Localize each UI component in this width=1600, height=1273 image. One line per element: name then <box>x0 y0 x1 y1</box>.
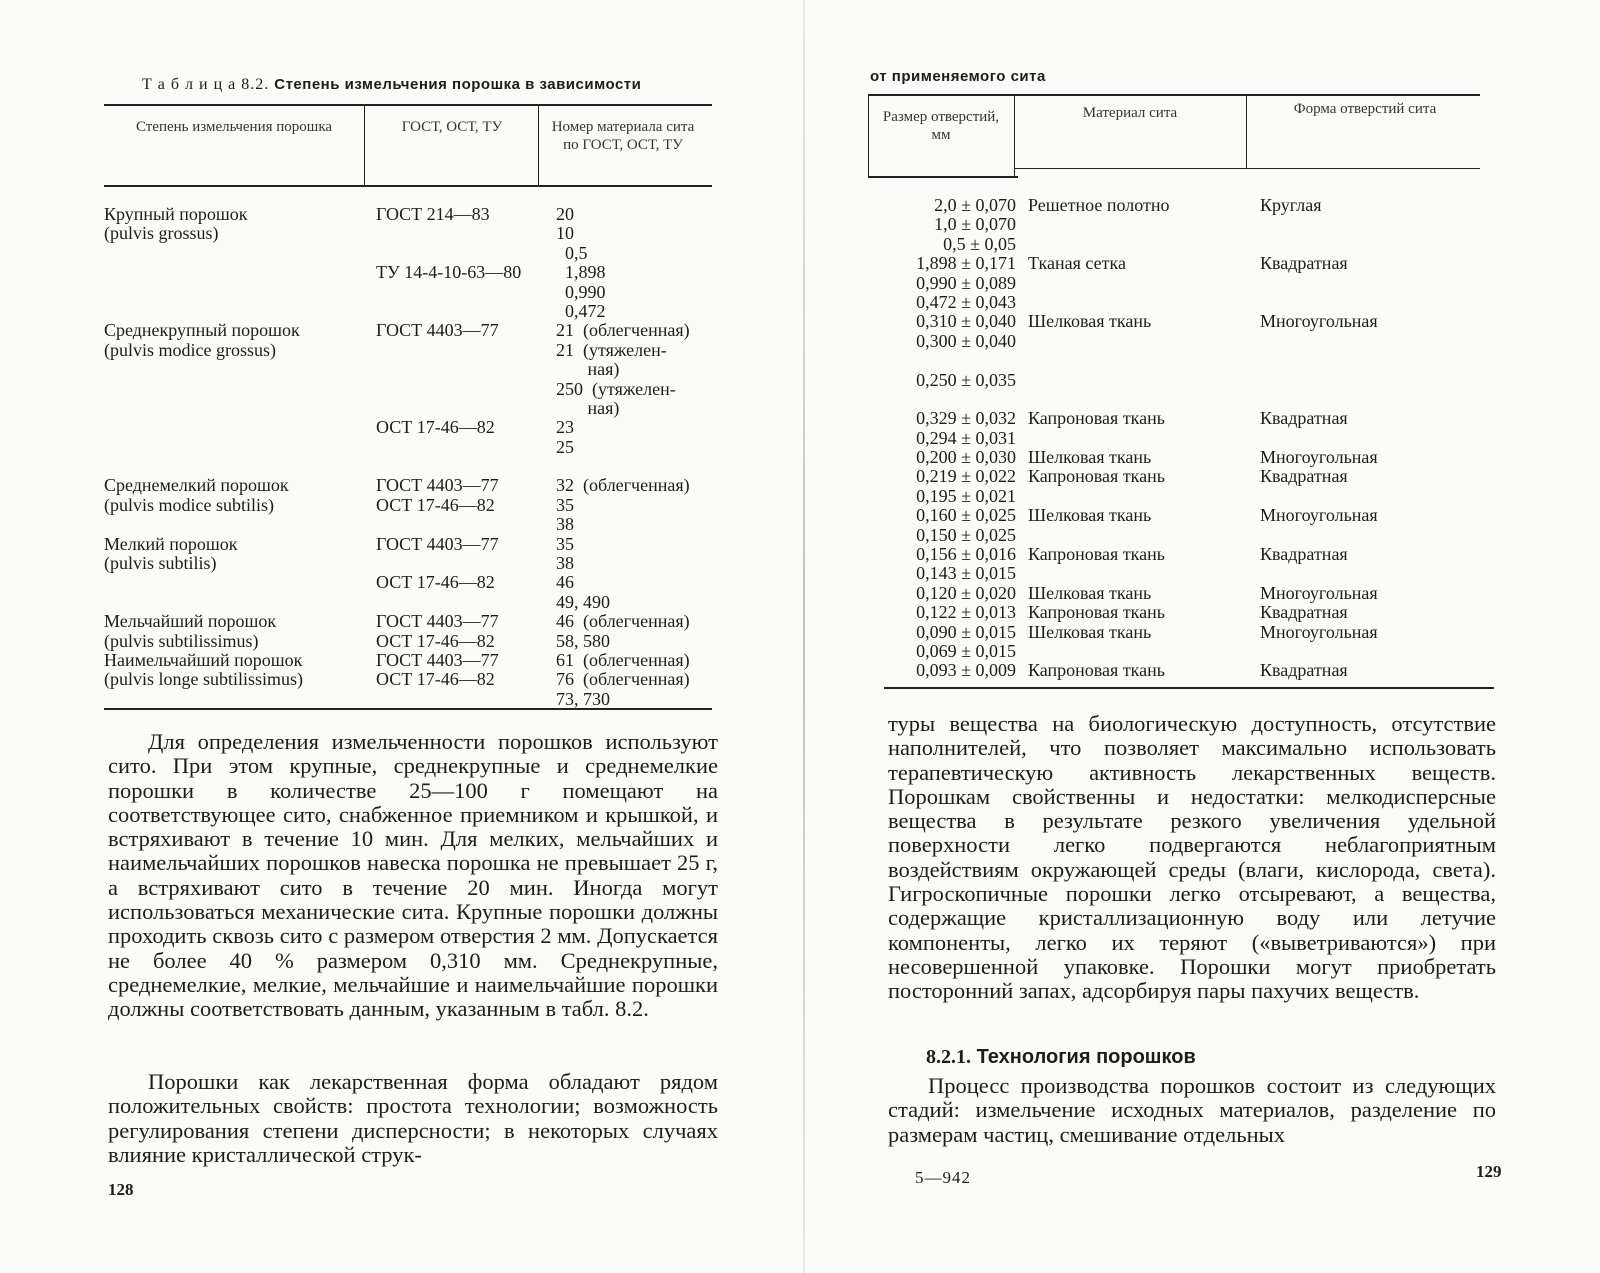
table-cell-sieve-number: 32 (облегченная) <box>556 475 690 496</box>
table-cell-material <box>1028 526 1169 545</box>
table-cell-standard: ГОСТ 4403—77 <box>376 320 499 341</box>
table-cell-degree: (pulvis modice subtilis) <box>104 494 274 515</box>
table-cell-size: 0,069 ± 0,015 <box>916 640 1016 661</box>
body-paragraph <box>888 1074 1496 1147</box>
table-cell-material: Шелковая ткань <box>1028 311 1152 332</box>
table-cell-degree <box>104 244 303 263</box>
table-cell-standard <box>376 244 521 263</box>
table-cell-material: Капроновая ткань <box>1028 602 1165 623</box>
table-cell-shape <box>1260 235 1378 254</box>
table-cell-standard <box>376 438 521 457</box>
table-cell-sieve-number: 35 <box>556 533 574 554</box>
table-cell-size: 0,329 ± 0,032 <box>916 408 1016 429</box>
table-cell-sieve-number: 38 <box>556 553 574 574</box>
page-number: 128 <box>108 1180 134 1199</box>
table-cell-shape <box>1260 332 1378 351</box>
table-cell-sieve-number: 58, 580 <box>556 630 610 651</box>
section-number: 8.2.1. <box>926 1046 971 1068</box>
table-cell-shape <box>1260 487 1378 506</box>
table-cell-shape: Круглая <box>1260 195 1322 215</box>
table-cell-shape: Многоугольная <box>1260 447 1378 468</box>
table-cell-material <box>1028 332 1169 351</box>
table-cell-standard: ОСТ 17-46—82 <box>376 494 495 515</box>
paragraph-text: Для определения измельченности порошков используют сито. При этом крупные, среднекрупные и среднемелкие порошки в количестве 25—100 г помещают на соответствующее сито, снабженное приемником и крышкой, и встряхивают в течение 10 мин. Для мелких, мельчайших и наимельчайших порошков навеска порошка не превышает 25 г, а встряхивают сито в течение 20 мин. Иногда могут использоваться механические сита. Крупные порошки должны проходить сквозь сито с размером отверстия 2 мм. Допускается не более 40 % размером 0,310 мм. Среднекрупные, среднемелкие, мелкие, мельчайшие и наимельчайшие порошки должны соответствовать данным, указанным в табл. 8.2. <box>108 729 718 1022</box>
table-cell-standard <box>376 457 521 476</box>
table-col-divider <box>868 94 869 178</box>
table-caption-continued: от применяемого сита <box>870 68 1046 85</box>
table-cell-standard <box>376 380 521 399</box>
table-col-size <box>868 196 1016 681</box>
table-caption <box>142 76 641 94</box>
table-cell-sieve-number: 23 <box>556 417 574 438</box>
col-header-shape: Форма отверстий сита <box>1293 101 1437 117</box>
table-cell-sieve-number: 73, 730 <box>556 688 610 709</box>
table-cell-size: 0,310 ± 0,040 <box>916 311 1016 332</box>
table-cell-sieve-number: 20 <box>556 204 574 224</box>
table-cell-degree <box>104 263 303 282</box>
table-cell-material: Решетное полотно <box>1028 195 1170 215</box>
table-cell-sieve-number: 250 (утяжелен- <box>556 378 676 399</box>
body-paragraph <box>108 1070 718 1167</box>
table-cell-shape <box>1260 215 1378 234</box>
table-cell-material: Шелковая ткань <box>1028 505 1152 526</box>
table-cell-material: Шелковая ткань <box>1028 582 1152 603</box>
body-paragraph <box>888 712 1496 1004</box>
table-cell-size: 0,250 ± 0,035 <box>916 369 1016 390</box>
table-cell-material: Шелковая ткань <box>1028 447 1152 468</box>
table-cell-material: Капроновая ткань <box>1028 466 1165 487</box>
table-cell-size <box>868 351 1016 370</box>
table-cell-degree <box>104 515 303 534</box>
table-cell-material: Тканая сетка <box>1028 253 1126 274</box>
table-bottom-rule <box>884 687 1494 689</box>
table-cell-shape <box>1260 526 1378 545</box>
table-cell-size: 0,143 ± 0,015 <box>916 563 1016 584</box>
table-cell-sieve-number: 61 (облегченная) <box>556 649 690 670</box>
table-caption-prefix: Т а б л и ц а 8.2. <box>142 76 270 93</box>
table-col-divider <box>538 104 539 186</box>
table-cell-standard <box>376 224 521 243</box>
table-cell-degree: Среднекрупный порошок <box>104 320 300 341</box>
table-col-material <box>1028 196 1169 681</box>
table-cell-standard <box>376 360 521 379</box>
table-cell-material <box>1028 487 1169 506</box>
table-cell-shape <box>1260 351 1378 370</box>
table-cell-degree: Среднемелкий порошок <box>104 475 289 496</box>
table-cell-shape: Квадратная <box>1260 253 1348 274</box>
table-cell-material <box>1028 293 1169 312</box>
table-cell-degree <box>104 380 303 399</box>
table-cell-standard <box>376 399 521 418</box>
table-cell-sieve-number: 21 (утяжелен- <box>556 339 667 360</box>
table-cell-sieve-number: 46 <box>556 572 574 593</box>
table-cell-size: 0,990 ± 0,089 <box>916 272 1016 293</box>
table-cell-degree: (pulvis subtilis) <box>104 553 217 574</box>
table-header-rule <box>104 185 712 187</box>
table-col-standard <box>376 205 521 709</box>
table-cell-material <box>1028 371 1169 390</box>
signature-mark: 5—942 <box>915 1168 971 1187</box>
table-cell-size: 0,219 ± 0,022 <box>916 466 1016 487</box>
table-cell-shape: Квадратная <box>1260 602 1348 623</box>
table-cell-degree: (pulvis subtilissimus) <box>104 630 259 651</box>
table-cell-material: Шелковая ткань <box>1028 621 1152 642</box>
table-header-rule <box>1014 168 1480 169</box>
table-cell-shape: Многоугольная <box>1260 582 1378 603</box>
table-cell-sieve-number: 0,990 <box>556 281 606 302</box>
table-cell-size: 0,093 ± 0,009 <box>916 660 1016 681</box>
table-col-divider <box>364 104 365 186</box>
table-cell-size: 0,122 ± 0,013 <box>916 602 1016 623</box>
table-cell-material <box>1028 274 1169 293</box>
table-cell-sieve-number: 0,472 <box>556 300 606 321</box>
table-cell-size: 0,160 ± 0,025 <box>916 505 1016 526</box>
table-cell-material <box>1028 564 1169 583</box>
paragraph-text: Процесс производства порошков состоит из следующих стадий: измельчение исходных материалов, разделение по размерам частиц, смешивание отдельных <box>888 1073 1496 1147</box>
table-cell-size: 1,898 ± 0,171 <box>916 253 1016 274</box>
table-cell-shape: Многоугольная <box>1260 505 1378 526</box>
table-cell-degree <box>104 302 303 321</box>
table-cell-material <box>1028 351 1169 370</box>
table-cell-degree: (pulvis modice grossus) <box>104 339 276 360</box>
table-cell-degree <box>104 438 303 457</box>
col-header-sieve-number: Номер материала сита по ГОСТ, ОСТ, ТУ <box>551 119 695 153</box>
table-cell-standard <box>376 341 521 360</box>
table-cell-sieve-number: 35 <box>556 494 574 515</box>
table-cell-shape <box>1260 390 1378 409</box>
col-header-size: Размер отверстий, мм <box>882 109 1000 143</box>
table-cell-standard: ГОСТ 214—83 <box>376 204 490 224</box>
section-title: Технология порошков <box>976 1046 1196 1068</box>
table-cell-standard <box>376 515 521 534</box>
table-cell-material: Капроновая ткань <box>1028 660 1165 681</box>
table-cell-material: Капроновая ткань <box>1028 408 1165 429</box>
table-cell-degree: (pulvis longe subtilissimus) <box>104 669 304 690</box>
table-cell-material: Капроновая ткань <box>1028 544 1165 565</box>
table-cell-sieve-number: 1,898 <box>556 262 606 283</box>
table-cell-standard <box>376 593 521 612</box>
table-cell-size: 0,300 ± 0,040 <box>916 330 1016 351</box>
table-cell-shape: Квадратная <box>1260 466 1348 487</box>
table-cell-sieve-number <box>556 457 690 476</box>
table-cell-degree <box>104 593 303 612</box>
paragraph-text: туры вещества на биологическую доступность, отсутствие наполнителей, что позволяет максимально использовать терапевтическую активность лекарственных веществ. Порошкам свойственны и недостатки: мелкодисперсные вещества в результате резкого увеличения удельной поверхности легко подвергаются неблагоприятным воздействиям окружающей среды (влаги, кислорода, света). Гигроскопичные порошки легко отсыревают, а вещества, содержащие кристаллизационную воду или летучие компоненты, легко их теряют («выветриваются») при несовершенной упаковке. Порошки могут приобретать посторонний запах, адсорбируя пары пахучих веществ. <box>888 711 1496 1004</box>
table-cell-size: 0,200 ± 0,030 <box>916 447 1016 468</box>
table-cell-shape <box>1260 371 1378 390</box>
table-col-shape <box>1260 196 1378 681</box>
table-cell-size: 0,294 ± 0,031 <box>916 427 1016 448</box>
table-cell-sieve-number: 0,5 <box>556 242 588 263</box>
table-cell-shape <box>1260 642 1378 661</box>
table-cell-size: 0,120 ± 0,020 <box>916 582 1016 603</box>
table-cell-standard: ОСТ 17-46—82 <box>376 630 495 651</box>
table-cell-degree <box>104 399 303 418</box>
table-cell-size: 2,0 ± 0,070 <box>934 195 1016 215</box>
section-heading <box>926 1046 1196 1069</box>
table-cell-size: 0,090 ± 0,015 <box>916 621 1016 642</box>
table-cell-shape <box>1260 274 1378 293</box>
table-cell-shape: Квадратная <box>1260 408 1348 429</box>
table-cell-material <box>1028 642 1169 661</box>
table-cell-sieve-number: 10 <box>556 223 574 244</box>
table-top-rule <box>868 94 1480 96</box>
table-cell-degree <box>104 283 303 302</box>
table-cell-size: 1,0 ± 0,070 <box>934 214 1016 235</box>
table-cell-size: 0,5 ± 0,05 <box>943 233 1016 254</box>
table-cell-material <box>1028 235 1169 254</box>
table-cell-degree <box>104 573 303 592</box>
table-cell-sieve-number: ная) <box>556 359 620 380</box>
table-cell-shape: Квадратная <box>1260 660 1348 681</box>
table-cell-degree: (pulvis grossus) <box>104 223 219 244</box>
table-header-rule <box>868 176 1018 178</box>
table-cell-degree <box>104 418 303 437</box>
table-cell-standard: ГОСТ 4403—77 <box>376 611 499 632</box>
table-cell-standard <box>376 690 521 709</box>
body-paragraph <box>108 730 718 1022</box>
table-cell-degree <box>104 360 303 379</box>
table-cell-material <box>1028 429 1169 448</box>
table-cell-standard: ГОСТ 4403—77 <box>376 475 499 496</box>
table-cell-size: 0,150 ± 0,025 <box>916 524 1016 545</box>
table-cell-sieve-number: 21 (облегченная) <box>556 320 690 341</box>
table-cell-material <box>1028 215 1169 234</box>
table-cell-sieve-number: 25 <box>556 436 574 457</box>
table-cell-standard: ГОСТ 4403—77 <box>376 533 499 554</box>
table-cell-size: 0,472 ± 0,043 <box>916 291 1016 312</box>
table-cell-standard: ОСТ 17-46—82 <box>376 669 495 690</box>
table-cell-size <box>868 390 1016 409</box>
col-header-standard: ГОСТ, ОСТ, ТУ <box>401 119 503 135</box>
paragraph-text: Порошки как лекарственная форма обладают рядом положительных свойств: простота технологии; возможность регулирования степени дисперсности; в некоторых случаях влияние кристаллической струк- <box>108 1069 718 1167</box>
table-cell-standard <box>376 302 521 321</box>
table-cell-degree <box>104 457 303 476</box>
table-cell-size: 0,156 ± 0,016 <box>916 544 1016 565</box>
table-cell-size: 0,195 ± 0,021 <box>916 485 1016 506</box>
table-cell-sieve-number: 76 (облегченная) <box>556 669 690 690</box>
table-cell-sieve-number: 46 (облегченная) <box>556 611 690 632</box>
table-cell-shape: Многоугольная <box>1260 621 1378 642</box>
page-number: 129 <box>1476 1162 1502 1181</box>
table-cell-material <box>1028 390 1169 409</box>
table-cell-standard: ТУ 14-4-10-63—80 <box>376 262 522 283</box>
col-header-degree: Степень измельчения порошка <box>135 119 333 135</box>
table-cell-standard: ГОСТ 4403—77 <box>376 649 499 670</box>
table-col-divider <box>1246 94 1247 168</box>
table-cell-shape <box>1260 293 1378 312</box>
table-cell-sieve-number: ная) <box>556 397 620 418</box>
table-cell-standard: ОСТ 17-46—82 <box>376 572 495 593</box>
table-cell-shape: Квадратная <box>1260 544 1348 565</box>
col-header-material: Материал сита <box>1082 105 1178 121</box>
table-cell-degree: Мелкий порошок <box>104 533 238 554</box>
table-cell-shape <box>1260 429 1378 448</box>
table-col-sieve-number <box>556 205 690 709</box>
table-cell-standard <box>376 283 521 302</box>
table-caption-title: Степень измельчения порошка в зависимости <box>274 76 642 93</box>
table-cell-degree: Наимельчайший порошок <box>104 649 303 670</box>
table-cell-sieve-number: 49, 490 <box>556 591 610 612</box>
table-cell-degree <box>104 690 303 709</box>
table-cell-shape: Многоугольная <box>1260 311 1378 332</box>
table-cell-standard <box>376 554 521 573</box>
table-cell-sieve-number: 38 <box>556 514 574 535</box>
table-top-rule <box>104 104 712 106</box>
table-cell-degree: Крупный порошок <box>104 204 248 224</box>
table-cell-shape <box>1260 564 1378 583</box>
table-col-degree <box>104 205 303 709</box>
table-cell-standard: ОСТ 17-46—82 <box>376 417 495 438</box>
table-col-divider <box>1014 94 1015 178</box>
table-cell-degree: Мельчайший порошок <box>104 611 277 632</box>
